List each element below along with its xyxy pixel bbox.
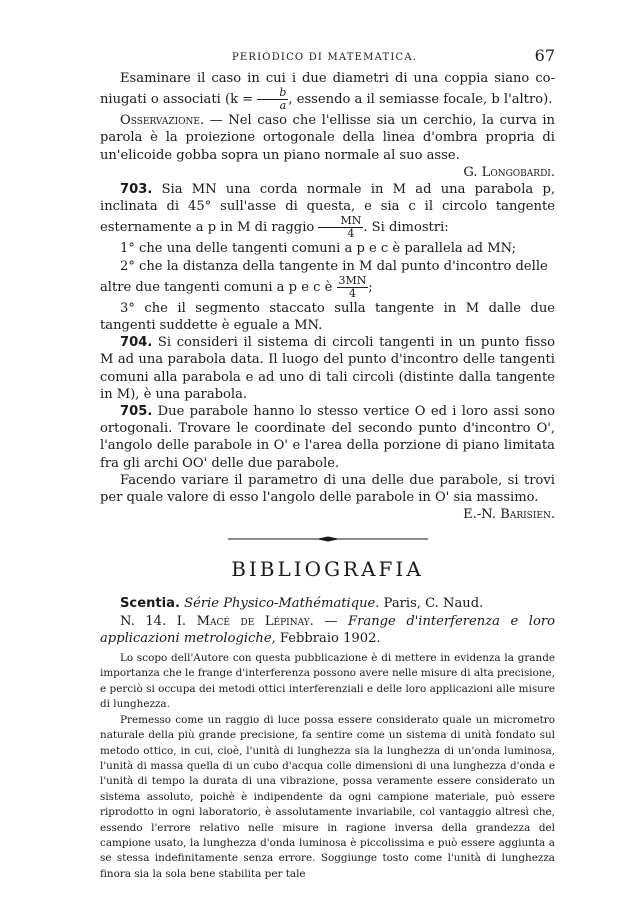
problem-703-line2-b: . Si dimostri: <box>363 220 449 236</box>
page <box>100 42 555 882</box>
problem-703-item2: 2° che la distanza della tangente in M dal punto d'incontro delle <box>120 258 548 274</box>
review-paragraph-1: Lo scopo dell'Autore con questa pubblicazione è di mettere in evidenza la grande importanza che le frange d'interferenza possono avere nelle misure di alta precisione, e perciò si occupa dei metodi ottici interferenziali e delle loro applicazioni alle misure di lunghezza. <box>100 652 555 711</box>
problem-703-item2-b: altre due tangenti comuni a p e c è <box>100 279 333 295</box>
problem-705 <box>100 403 555 472</box>
journal-name: Scentia. <box>120 596 180 612</box>
entry-title: Frange d'interferenza e loro applicazioni metrologiche, <box>100 613 555 646</box>
intro-line2-a: niugati o associati (k = <box>100 92 254 108</box>
fraction-3mn-over-4: $\frac{3MN}{4}$ <box>338 273 367 300</box>
bibliography-entry <box>100 613 555 647</box>
problem-705-number: 705. <box>120 404 153 420</box>
problem-704-text: Si consideri il sistema di circoli tangenti in un punto fisso M ad una parabola data. Il luogo del punto d'incontro delle tangenti comuni alla parabola e ad uno di tali circoli (distinte dalla tangente in M), è una parabola. <box>100 335 555 402</box>
problem-703-item2-cont <box>100 275 555 300</box>
entry-reference: N. 14. I. Macé de Lépinay. <box>120 613 314 629</box>
observation-paragraph <box>100 112 555 164</box>
entry-date: Febbraio 1902. <box>275 630 381 646</box>
problem-703-line2-a: in M di raggio <box>220 220 315 236</box>
journal-series: Série Physico-Mathématique. <box>179 596 380 612</box>
running-header <box>100 42 555 70</box>
problem-703-text: Sia MN una corda normale in M ad una parabola p, inclinata di 45° sull'asse di questa, e sia c il circolo tangente esternamente a p <box>100 182 555 236</box>
signature-longobardi: G. Longobardi. <box>463 164 555 180</box>
intro-line2-b: , essendo a il semiasse focale, b l'altro). <box>288 92 553 108</box>
problem-704 <box>100 334 555 403</box>
review-paragraph-2: Premesso come un raggio di luce possa essere considerato quale un micrometro naturale della più grande precisione, fa sentire come un sistema di unità fondato sul metodo ottico, in cui, cioè, l'unità di lunghezza sia la lunghezza di un'onda luminosa, l'unità di massa quella di un cubo d'acqua colle dimensioni di una lunghezza d'onda e l'unità di tempo la durata di una vibrazione, possa veramente essere considerato un sistema assoluto, poichè è indipendente da ogni campione materiale, può essere riprodotto in ogni laboratorio, è assolutamente invariabile, col vantaggio altresì che, essendo l'errore relativo nelle misure in ragione inversa della grandezza del campione usato, la lunghezza d'onda luminosa è piccolissima e può essere aggiunta a se stessa indefinitamente senza errore. Soggiunge tosto come l'unità di lunghezza finora sia la sola bene stabilita per tale <box>100 713 555 880</box>
observation-label: Osservazione. <box>120 113 205 129</box>
running-title: PERIODICO DI MATEMATICA. <box>232 52 418 63</box>
problem-705-text2: Facendo variare il parametro di una delle due parabole, si trovi per quale valore di esso l'angolo delle parabole in O' sia massimo. <box>100 472 555 506</box>
fraction-b-over-a: $\frac{b}{a}$ <box>257 87 288 112</box>
fraction-mn-over-4: $\frac{MN}{4}$ <box>318 215 363 240</box>
problem-703-item3: 3° che il segmento staccato sulla tangente in M dalle due tangenti suddette è eguale a MN. <box>100 300 555 334</box>
page-number: 67 <box>534 46 555 65</box>
problem-703-item2-end: ; <box>368 279 373 295</box>
problem-703-number: 703. <box>120 182 153 198</box>
entry-dash: — <box>313 613 349 629</box>
section-divider <box>100 535 555 543</box>
problems-section <box>100 70 555 523</box>
observation-text: — Nel caso che l'ellisse sia un cerchio, la curva in parola è la proiezione ortogonale della linea d'ombra propria di un'elicoide gobba sopra un piano normale al suo asse. <box>100 113 555 163</box>
intro-line1: Esaminare il caso in cui i due diametri di una coppia siano co- <box>120 71 555 86</box>
problem-704-number: 704. <box>120 335 153 351</box>
intro-paragraph <box>100 70 555 112</box>
problem-703-item1: 1° che una delle tangenti comuni a p e c è parallela ad MN; <box>120 241 517 257</box>
journal-place: Paris, C. Naud. <box>379 596 484 612</box>
problem-705-text: Due parabole hanno lo stesso vertice O ed i loro assi sono ortogonali. Trovare le coordinate del secondo punto d'incontro O', l'angolo delle parabole in O' e l'area della porzione di piano limitata fra gli archi OO' delle due parabole. <box>100 404 555 471</box>
bibliografia-heading: BIBLIOGRAFIA <box>231 557 424 582</box>
problem-703 <box>100 181 555 240</box>
bibliografia-section <box>100 595 555 882</box>
ornament-rule-icon <box>228 535 428 543</box>
journal-line <box>100 595 555 612</box>
signature-barisien: E.-N. Barisien. <box>463 507 555 523</box>
